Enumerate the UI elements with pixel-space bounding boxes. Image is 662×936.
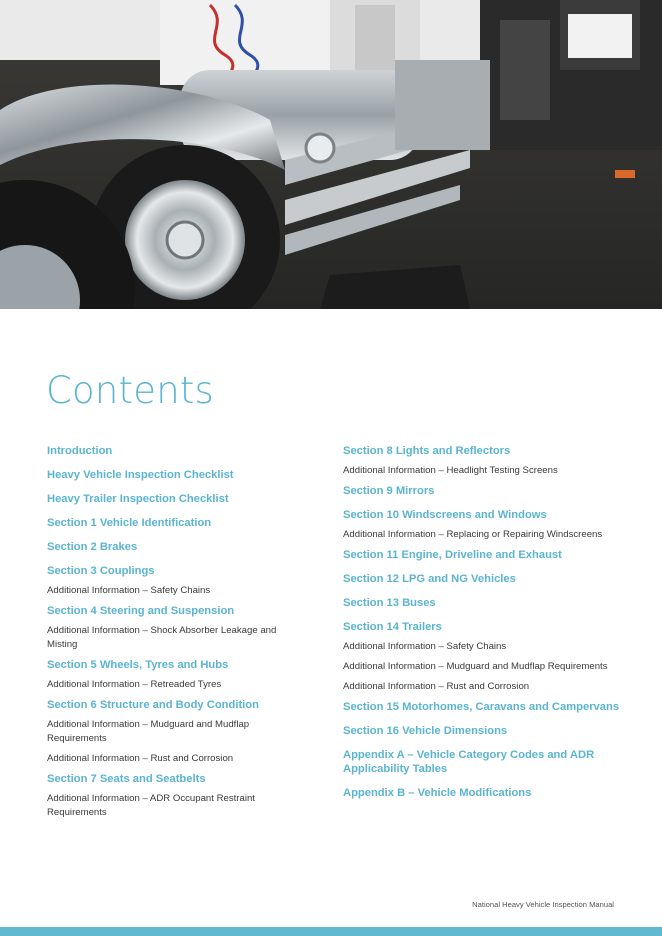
toc-section-link[interactable]: Section 16 Vehicle Dimensions (343, 725, 508, 737)
cover-photo-truck (0, 0, 662, 309)
toc-subsection-text: Additional Information – Rust and Corrosion (47, 753, 234, 764)
toc-subsection-text: Additional Information – Safety Chains (343, 641, 507, 652)
toc-section-link[interactable]: Section 9 Mirrors (343, 485, 435, 497)
toc-section-link[interactable]: Introduction (47, 445, 113, 457)
toc-section-link[interactable]: Section 15 Motorhomes, Caravans and Campervans (343, 701, 620, 713)
toc-subsection-text: Additional Information – Mudguard and Mudflap Requirements (343, 661, 608, 672)
toc-subsection-text: Additional Information – ADR Occupant Restraint Requirements (47, 793, 255, 818)
toc-section-link[interactable]: Section 11 Engine, Driveline and Exhaust (343, 549, 562, 561)
toc-subsection-text: Additional Information – Replacing or Repairing Windscreens (343, 529, 603, 540)
toc-subsection-text: Additional Information – Mudguard and Mudflap Requirements (47, 719, 250, 744)
toc-section-link[interactable]: Section 2 Brakes (47, 541, 138, 553)
toc-section-link[interactable]: Heavy Trailer Inspection Checklist (47, 493, 229, 505)
toc-subsection-text: Additional Information – Rust and Corrosion (343, 681, 530, 692)
toc-section-link[interactable]: Appendix A – Vehicle Category Codes and ADR Applicability Tables (343, 749, 595, 775)
footer-manual-title: National Heavy Vehicle Inspection Manual (472, 900, 614, 909)
toc-section-link[interactable]: Appendix B – Vehicle Modifications (343, 787, 532, 799)
toc-section-link[interactable]: Section 1 Vehicle Identification (47, 517, 212, 529)
footer-bar (0, 927, 662, 936)
toc-section-link[interactable]: Section 7 Seats and Seatbelts (47, 773, 206, 785)
page-title: Contents (46, 369, 215, 412)
toc-section-link[interactable]: Section 8 Lights and Reflectors (343, 445, 511, 457)
toc-section-link[interactable]: Section 10 Windscreens and Windows (343, 509, 547, 521)
toc-section-link[interactable]: Section 6 Structure and Body Condition (47, 699, 259, 711)
toc-section-link[interactable]: Section 13 Buses (343, 597, 436, 609)
toc-right-column (343, 444, 623, 810)
toc-subsection-text: Additional Information – Safety Chains (47, 585, 211, 596)
toc-section-link[interactable]: Section 5 Wheels, Tyres and Hubs (47, 659, 229, 671)
toc-section-link[interactable]: Section 3 Couplings (47, 565, 155, 577)
toc-subsection-text: Additional Information – Shock Absorber Leakage and Misting (47, 625, 277, 650)
toc-section-link[interactable]: Section 12 LPG and NG Vehicles (343, 573, 516, 585)
toc-subsection-text: Additional Information – Retreaded Tyres (47, 679, 222, 690)
toc-section-link[interactable]: Heavy Vehicle Inspection Checklist (47, 469, 234, 481)
toc-section-link[interactable]: Section 14 Trailers (343, 621, 442, 633)
toc-subsection-text: Additional Information – Headlight Testing Screens (343, 465, 558, 476)
toc-section-link[interactable]: Section 4 Steering and Suspension (47, 605, 235, 617)
toc-left-column (47, 444, 297, 826)
